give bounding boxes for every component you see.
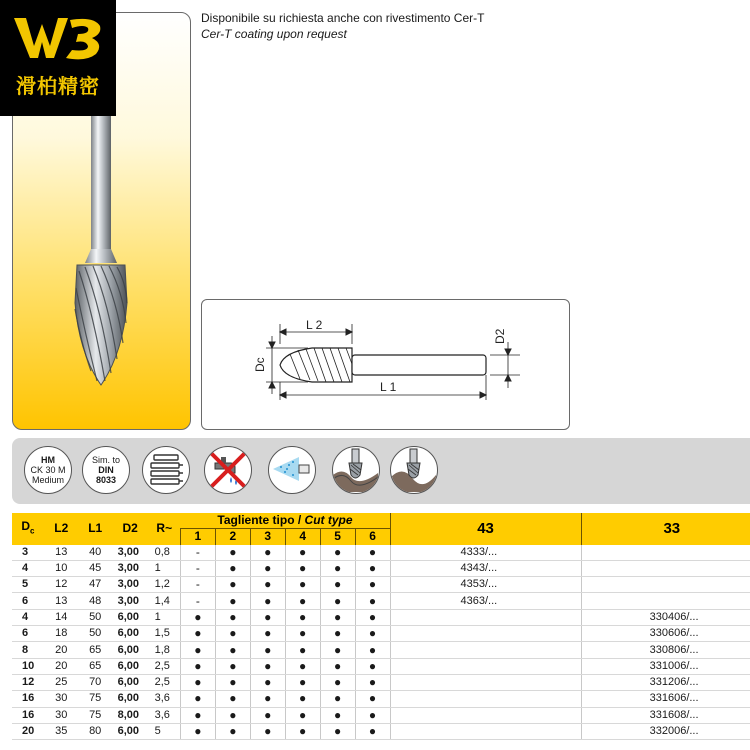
label-d2: D2	[493, 328, 507, 344]
header-cut-type: Tagliente tipo / Cut type	[180, 513, 390, 529]
cell-cut-5: ●	[320, 723, 355, 739]
cell-l2: 10	[44, 560, 79, 576]
cell-cut-4: ●	[285, 577, 320, 593]
cell-cut-2: ●	[215, 609, 250, 625]
cell-l2: 35	[44, 723, 79, 739]
cell-cut-5: ●	[320, 545, 355, 561]
cell-l2: 30	[44, 707, 79, 723]
cell-d2: 6,00	[112, 626, 149, 642]
cell-cut-4: ●	[285, 642, 320, 658]
cell-cut-1: ●	[180, 723, 215, 739]
cell-cut-3: ●	[250, 560, 285, 576]
cell-cut-6: ●	[355, 609, 390, 625]
cell-cut-5: ●	[320, 609, 355, 625]
cell-cut-3: ●	[250, 707, 285, 723]
cell-r: 5	[149, 723, 181, 739]
cell-dc: 5	[12, 577, 44, 593]
cell-cut-6: ●	[355, 626, 390, 642]
table-row	[12, 577, 750, 593]
table-row	[12, 642, 750, 658]
cell-cut-1: ●	[180, 658, 215, 674]
cell-r: 2,5	[149, 674, 181, 690]
header-dc: $D_c$	[12, 513, 44, 545]
cell-cut-6: ●	[355, 577, 390, 593]
cell-article-43	[390, 626, 581, 642]
logo-mark	[10, 12, 106, 64]
cell-cut-3: ●	[250, 626, 285, 642]
cell-article-33	[581, 577, 750, 593]
cell-dc: 16	[12, 691, 44, 707]
table-row	[12, 545, 750, 561]
header-l1: L1	[79, 513, 112, 545]
cell-cut-1: ●	[180, 674, 215, 690]
cell-cut-6: ●	[355, 560, 390, 576]
cell-cut-4: ●	[285, 545, 320, 561]
cell-l1: 47	[79, 577, 112, 593]
cell-l2: 12	[44, 577, 79, 593]
logo-text: 滑柏精密	[16, 74, 100, 98]
cell-d2: 6,00	[112, 674, 149, 690]
cell-dc: 6	[12, 626, 44, 642]
cell-l2: 30	[44, 691, 79, 707]
cell-article-33: 330806/...	[581, 642, 750, 658]
table-row	[12, 707, 750, 723]
cell-d2: 6,00	[112, 723, 149, 739]
cell-l1: 80	[79, 723, 112, 739]
cell-dc: 4	[12, 560, 44, 576]
cell-l2: 14	[44, 609, 79, 625]
header-cut-type-6: 6	[355, 529, 390, 545]
cell-dc: 16	[12, 707, 44, 723]
cell-dc: 10	[12, 658, 44, 674]
spray-cone-icon	[268, 446, 316, 494]
cell-cut-6: ●	[355, 691, 390, 707]
cell-cut-5: ●	[320, 560, 355, 576]
cell-dc: 12	[12, 674, 44, 690]
material-grade: HM	[41, 455, 55, 465]
cell-cut-2: ●	[215, 658, 250, 674]
cell-dc: 6	[12, 593, 44, 609]
cell-article-43: 4363/...	[390, 593, 581, 609]
cell-cut-4: ●	[285, 609, 320, 625]
cell-d2: 6,00	[112, 658, 149, 674]
header-cut-type-4: 4	[285, 529, 320, 545]
cell-cut-2: ●	[215, 674, 250, 690]
cell-l1: 65	[79, 658, 112, 674]
coating-note-english: Cer-T coating upon request	[201, 27, 347, 41]
material-cut: Medium	[31, 475, 64, 485]
coating-note	[201, 10, 484, 42]
no-coolant-icon	[204, 446, 252, 494]
cell-cut-2: ●	[215, 593, 250, 609]
cell-article-33: 331006/...	[581, 658, 750, 674]
cell-article-33: 330606/...	[581, 626, 750, 642]
cell-l1: 65	[79, 642, 112, 658]
table-row	[12, 626, 750, 642]
cutting-application-icon-2	[390, 446, 438, 494]
cell-cut-6: ●	[355, 723, 390, 739]
cell-dc: 4	[12, 609, 44, 625]
table-row	[12, 593, 750, 609]
cell-cut-3: ●	[250, 577, 285, 593]
cell-cut-2: ●	[215, 545, 250, 561]
cell-l1: 70	[79, 674, 112, 690]
cell-cut-2: ●	[215, 707, 250, 723]
cell-article-43	[390, 691, 581, 707]
label-dc: Dc	[253, 357, 267, 372]
cell-cut-3: ●	[250, 642, 285, 658]
material-name: CK 30 M	[30, 465, 66, 475]
dimension-drawing	[202, 300, 569, 429]
cell-r: 1	[149, 609, 181, 625]
cell-cut-3: ●	[250, 723, 285, 739]
cell-l1: 40	[79, 545, 112, 561]
table-row	[12, 674, 750, 690]
cell-r: 3,6	[149, 707, 181, 723]
cell-l2: 20	[44, 642, 79, 658]
cell-article-43	[390, 609, 581, 625]
cell-article-43	[390, 658, 581, 674]
header-l2: L2	[44, 513, 79, 545]
cell-article-43: 4333/...	[390, 545, 581, 561]
cell-cut-1: -	[180, 560, 215, 576]
header-d2: D2	[112, 513, 149, 545]
header-cut-type-2: 2	[215, 529, 250, 545]
cell-d2: 3,00	[112, 593, 149, 609]
cell-d2: 3,00	[112, 577, 149, 593]
cell-article-33: 330406/...	[581, 609, 750, 625]
cell-cut-2: ●	[215, 577, 250, 593]
cell-cut-1: ●	[180, 626, 215, 642]
header-group-43: 43	[390, 513, 581, 545]
cell-cut-2: ●	[215, 626, 250, 642]
cell-cut-1: -	[180, 577, 215, 593]
cell-l1: 48	[79, 593, 112, 609]
cell-cut-1: ●	[180, 642, 215, 658]
cell-cut-5: ●	[320, 642, 355, 658]
cutting-application-icon-1	[332, 446, 380, 494]
cell-cut-4: ●	[285, 707, 320, 723]
cell-l1: 75	[79, 691, 112, 707]
cell-cut-1: -	[180, 593, 215, 609]
table-row	[12, 723, 750, 739]
cell-article-33	[581, 560, 750, 576]
table-row	[12, 560, 750, 576]
cell-article-43: 4353/...	[390, 577, 581, 593]
header-cut-type-5: 5	[320, 529, 355, 545]
dimension-drawing-panel	[201, 299, 570, 430]
cell-cut-5: ●	[320, 626, 355, 642]
cell-cut-6: ●	[355, 707, 390, 723]
cell-dc: 20	[12, 723, 44, 739]
cell-cut-2: ●	[215, 642, 250, 658]
cell-cut-6: ●	[355, 593, 390, 609]
header-cut-type-3: 3	[250, 529, 285, 545]
cell-cut-3: ●	[250, 593, 285, 609]
cell-l1: 45	[79, 560, 112, 576]
brand-logo	[0, 0, 116, 116]
standard-similar: Sim. to	[91, 455, 120, 465]
cell-l2: 13	[44, 545, 79, 561]
cell-l1: 50	[79, 609, 112, 625]
cell-l2: 13	[44, 593, 79, 609]
material-badge	[24, 446, 72, 494]
cell-cut-5: ●	[320, 593, 355, 609]
cell-article-43	[390, 642, 581, 658]
cell-cut-5: ●	[320, 674, 355, 690]
cell-r: 3,6	[149, 691, 181, 707]
header-group-33: 33	[581, 513, 750, 545]
cell-cut-4: ●	[285, 626, 320, 642]
header-cut-type-1: 1	[180, 529, 215, 545]
cell-cut-2: ●	[215, 691, 250, 707]
cell-dc: 8	[12, 642, 44, 658]
cell-cut-6: ●	[355, 674, 390, 690]
cell-article-33: 332006/...	[581, 723, 750, 739]
cell-r: 1,2	[149, 577, 181, 593]
spec-table	[12, 513, 750, 740]
cell-article-33: 331606/...	[581, 691, 750, 707]
cell-article-43	[390, 707, 581, 723]
cell-l2: 20	[44, 658, 79, 674]
icon-strip	[12, 438, 750, 504]
cell-cut-1: ●	[180, 609, 215, 625]
cell-cut-5: ●	[320, 707, 355, 723]
cell-cut-6: ●	[355, 545, 390, 561]
cell-article-43	[390, 723, 581, 739]
cell-article-43	[390, 674, 581, 690]
cell-cut-4: ●	[285, 674, 320, 690]
cell-l2: 25	[44, 674, 79, 690]
cell-cut-3: ●	[250, 658, 285, 674]
cell-article-33	[581, 593, 750, 609]
cell-r: 1	[149, 560, 181, 576]
cell-d2: 8,00	[112, 707, 149, 723]
standard-number: 8033	[95, 475, 117, 485]
cell-dc: 3	[12, 545, 44, 561]
cell-cut-4: ●	[285, 593, 320, 609]
cell-cut-2: ●	[215, 560, 250, 576]
tool-rack-icon	[142, 446, 190, 494]
cell-cut-3: ●	[250, 609, 285, 625]
cell-l1: 50	[79, 626, 112, 642]
cell-l2: 18	[44, 626, 79, 642]
cell-cut-1: -	[180, 545, 215, 561]
cell-d2: 6,00	[112, 642, 149, 658]
cell-cut-5: ●	[320, 658, 355, 674]
cell-cut-4: ●	[285, 723, 320, 739]
cell-cut-6: ●	[355, 642, 390, 658]
cell-r: 1,8	[149, 642, 181, 658]
cell-r: 1,5	[149, 626, 181, 642]
cell-cut-3: ●	[250, 674, 285, 690]
cell-cut-4: ●	[285, 560, 320, 576]
cell-d2: 3,00	[112, 560, 149, 576]
cell-cut-6: ●	[355, 658, 390, 674]
coating-note-italian: Disponibile su richiesta anche con rivestimento Cer-T	[201, 11, 485, 25]
cell-r: 0,8	[149, 545, 181, 561]
table-row	[12, 609, 750, 625]
cell-cut-4: ●	[285, 658, 320, 674]
cell-cut-3: ●	[250, 691, 285, 707]
cell-d2: 6,00	[112, 691, 149, 707]
label-l2: L 2	[306, 318, 323, 332]
cell-article-33: 331608/...	[581, 707, 750, 723]
cell-r: 1,4	[149, 593, 181, 609]
cell-cut-3: ●	[250, 545, 285, 561]
cell-cut-4: ●	[285, 691, 320, 707]
table-row	[12, 691, 750, 707]
cell-r: 2,5	[149, 658, 181, 674]
header-r: R~	[149, 513, 181, 545]
cell-cut-1: ●	[180, 707, 215, 723]
cell-l1: 75	[79, 707, 112, 723]
cell-cut-2: ●	[215, 723, 250, 739]
cell-article-43: 4343/...	[390, 560, 581, 576]
cell-article-33: 331206/...	[581, 674, 750, 690]
cell-cut-1: ●	[180, 691, 215, 707]
standard-badge	[82, 446, 130, 494]
label-l1: L 1	[380, 380, 397, 394]
cell-cut-5: ●	[320, 691, 355, 707]
cell-cut-5: ●	[320, 577, 355, 593]
drawing-shank	[352, 355, 486, 375]
table-row	[12, 658, 750, 674]
cell-d2: 3,00	[112, 545, 149, 561]
cell-article-33	[581, 545, 750, 561]
standard-din: DIN	[98, 465, 114, 475]
cell-d2: 6,00	[112, 609, 149, 625]
